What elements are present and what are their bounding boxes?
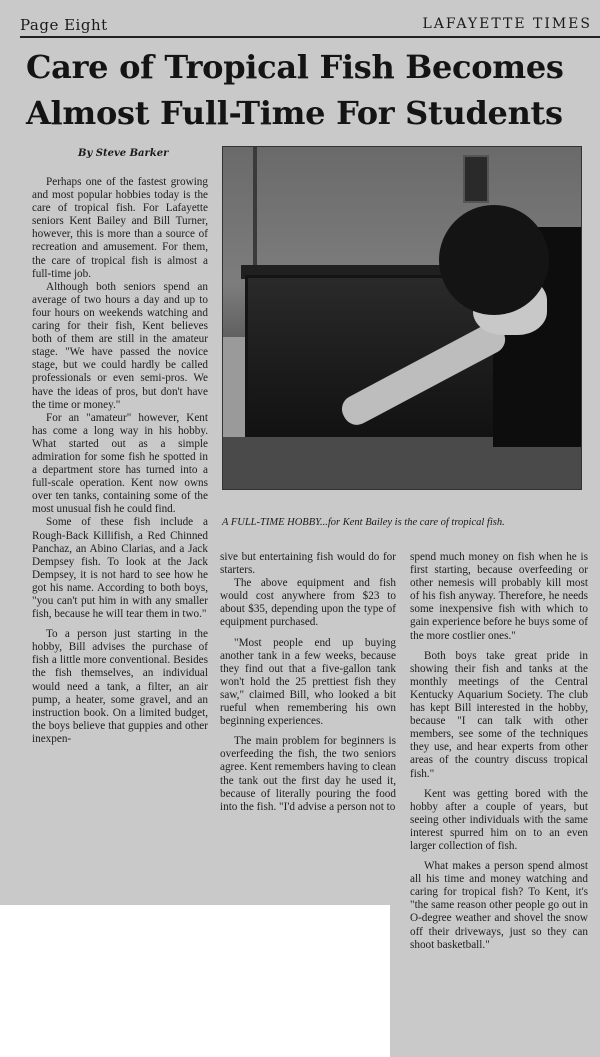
newspaper-name: LAFAYETTE TIMES (422, 16, 592, 32)
article-column-1 (32, 176, 208, 746)
article-column-2 (220, 551, 396, 814)
article-headline (26, 44, 596, 136)
paragraph: sive but entertaining fish would do for starters. (220, 551, 396, 577)
article-column-3 (410, 551, 588, 952)
byline: By Steve Barker (78, 148, 169, 159)
paragraph: Both boys take great pride in showing their fish and tanks at the monthly meetings of the Central Kentucky Aquarium Society. The club has kept Bill interested in the hobby, because "I can talk with other members, see some of the techniques they use, and hear experts from other areas of the country discuss tropical fish." (410, 649, 588, 780)
paragraph: The main problem for beginners is overfeeding the fish, the two seniors agree. Kent remembers having to clean the tank out the first day he used it, because of literally pouring the food into the fish. "I'd advise a person not to (220, 735, 396, 813)
paragraph: "Most people end up buying another tank in a few weeks, because they find out that a five-gallon tank won't hold the 25 prettiest fish they saw," claimed Bill, who looked a bit rueful when remembering his own beginning experiences. (220, 636, 396, 728)
paragraph: For an "amateur" however, Kent has come a long way in his hobby. What started out as a simple admiration for some fish he spotted in a department store has turned into a full-scale operation. Kent now owns over ten tanks, containing some of the most unusual fish he could find. (32, 411, 208, 516)
photo-caption: A FULL-TIME HOBBY...for Kent Bailey is the care of tropical fish. (222, 517, 505, 528)
paragraph: Perhaps one of the fastest growing and most popular hobbies today is the care of tropical fish. For Lafayette seniors Kent Bailey and Bill Turner, however, this is more than a source of recreation and amusement. For them, the care of tropical fish is almost a full-time job. (32, 176, 208, 280)
article-photo (222, 146, 582, 490)
page-header (20, 14, 600, 38)
headline-line-2: Almost Full-Time For Students (26, 94, 563, 132)
paragraph: To a person just starting in the hobby, Bill advises the purchase of fish a little more conventional. Besides the fish themselves, an individual would need a tank, a filter, an air pump, a heater, some gravel, and an instruction book. On a limited budget, the boys believe that guppies and other inexpen- (32, 628, 208, 745)
paragraph: spend much money on fish when he is first starting, because overfeeding or other nemesis will probably kill most of his fish anyway. Therefore, he needs some inexpensive fish with which to gain experience before he buys some of the more costlier ones." (410, 551, 588, 642)
headline-line-1: Care of Tropical Fish Becomes (26, 48, 564, 86)
paragraph: What makes a person spend almost all his time and money watching and caring for tropical fish? To Kent, it's "the same reason other people go out in O-degree weather and shovel the snow off their driveways, just so they can shoot basketball." (410, 860, 588, 951)
paragraph: Although both seniors spend an average of two hours a day and up to four hours on weekends watching and caring for their fish, Kent believes both of them are still in the amateur stage. "We have passed the novice stage, but we could hardly be called professionals or even semi-pros. We have the ideas of pros, but don't have the time or money." (32, 280, 208, 411)
paragraph: Some of these fish include a Rough-Back Killifish, a Red Chinned Panchaz, an Abino Clarias, and a Jack Dempsey fish. To look at the Jack Dempsey, it is not hard to see how he got his name. According to both boys, "you can't put him in with any smaller fish, because he will tear them in two." (32, 516, 208, 621)
paragraph: Kent was getting bored with the hobby after a couple of years, but seeing other individuals with the same interest spurred him on to an even larger collection of fish. (410, 787, 588, 852)
student-head (439, 205, 549, 315)
light-switch (463, 155, 489, 203)
paragraph: The above equipment and fish would cost anywhere from $23 to about $35, depending upon the type of equipment purchased. (220, 577, 396, 629)
page-number-label: Page Eight (20, 16, 108, 34)
